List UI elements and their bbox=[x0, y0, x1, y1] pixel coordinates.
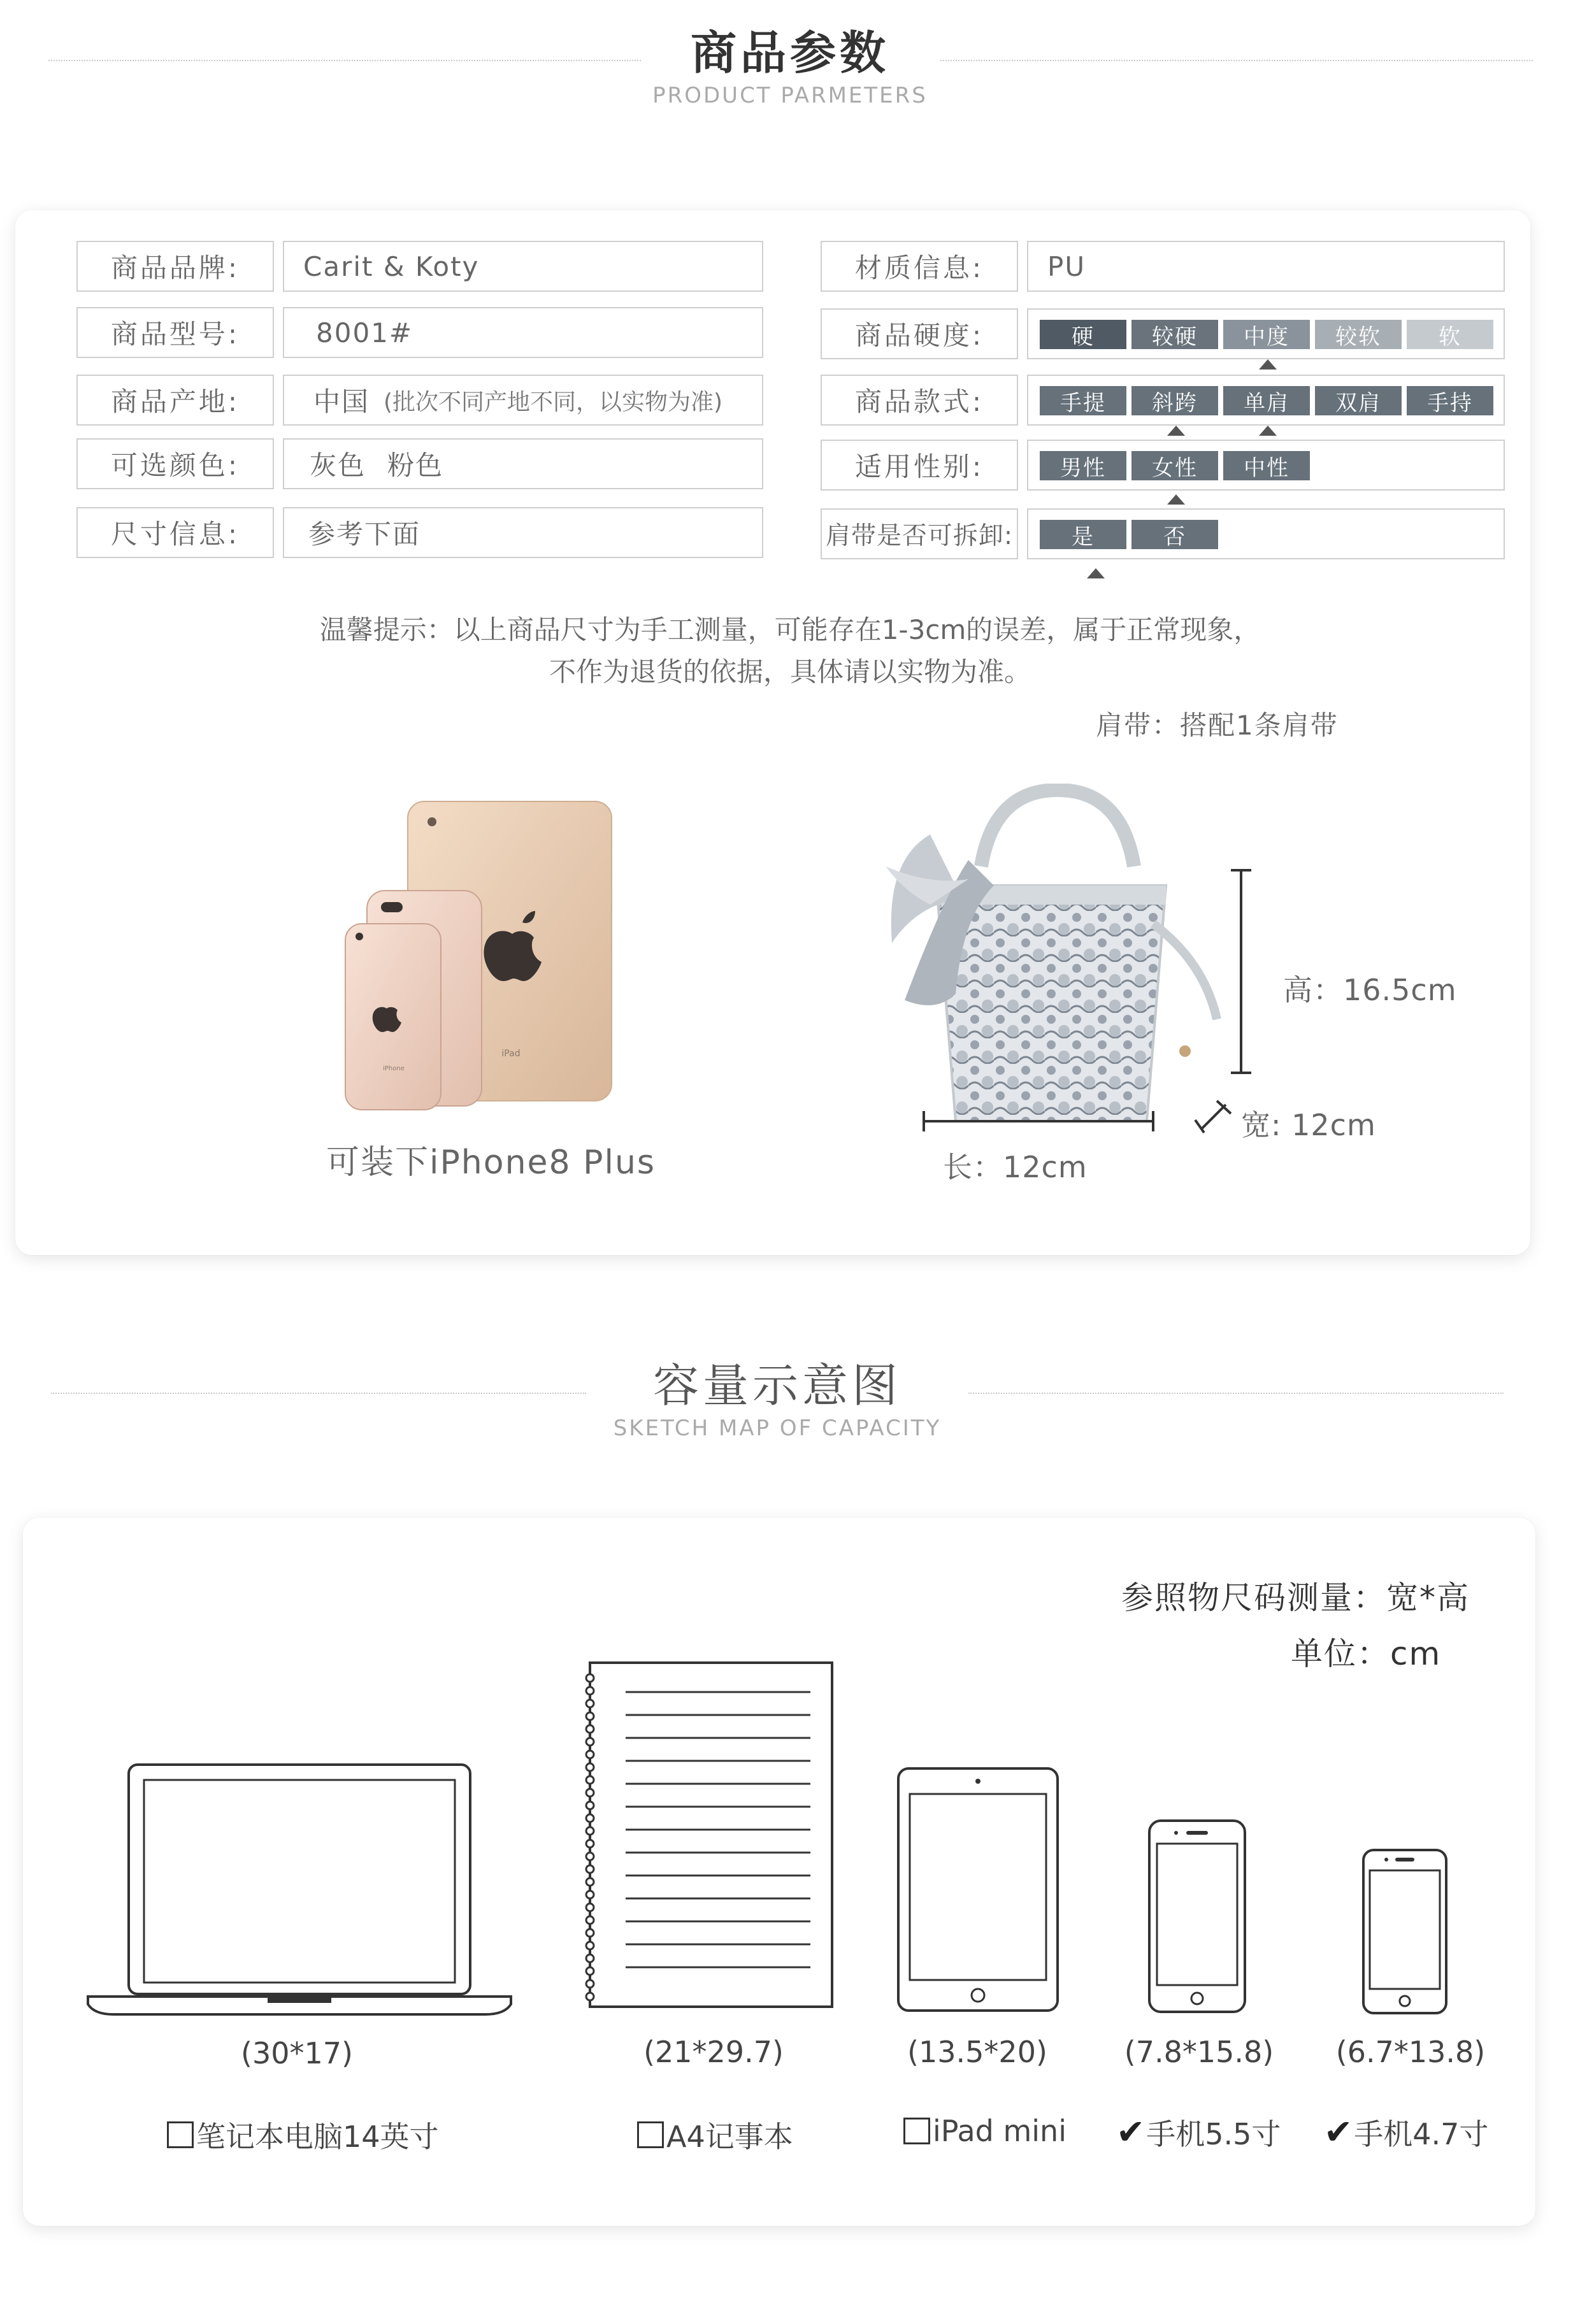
item-label: 手机4.7寸 bbox=[1354, 2117, 1489, 2151]
gender-marker bbox=[1167, 494, 1185, 505]
option-chip: 硬 bbox=[1040, 320, 1126, 349]
size-tablet: (13.5*20) bbox=[907, 2035, 1047, 2069]
param-label-style: 商品款式: bbox=[821, 375, 1018, 426]
item-laptop bbox=[167, 2114, 439, 2156]
section-title-2: 容量示意图 bbox=[652, 1359, 901, 1412]
notice bbox=[0, 609, 1580, 693]
phone-icon bbox=[1357, 1844, 1453, 2019]
style-marker-1 bbox=[1167, 426, 1185, 436]
tablet-icon bbox=[892, 1762, 1064, 2017]
origin-note: (批次不同产地不同，以实物为准) bbox=[384, 389, 723, 415]
color-option-gray: 灰色 bbox=[310, 450, 366, 481]
devices-illustration bbox=[331, 790, 650, 1121]
checkbox-empty bbox=[167, 2121, 194, 2148]
size-phone-55: (7.8*15.8) bbox=[1124, 2035, 1274, 2069]
section-subtitle-2: SKETCH MAP OF CAPACITY bbox=[613, 1416, 942, 1441]
strap-marker bbox=[1087, 568, 1105, 578]
check-icon: ✔ bbox=[1324, 2112, 1353, 2152]
size-phone-47: (6.7*13.8) bbox=[1335, 2035, 1486, 2069]
phone-icon bbox=[1143, 1814, 1251, 2018]
param-value-size: 参考下面 bbox=[283, 507, 763, 558]
param-value-brand: Carit & Koty bbox=[283, 241, 763, 292]
iphone-icon bbox=[345, 924, 441, 1110]
section-title: 商品参数 bbox=[690, 26, 889, 80]
param-label-colors: 可选颜色: bbox=[76, 438, 274, 489]
width-dimension bbox=[1195, 1101, 1231, 1133]
item-tablet bbox=[903, 2114, 1066, 2148]
laptop-icon bbox=[83, 1758, 516, 2019]
device-caption: 可装下iPhone8 Plus bbox=[326, 1144, 656, 1182]
option-chip: 否 bbox=[1131, 520, 1218, 549]
option-chip: 单肩 bbox=[1223, 386, 1310, 415]
color-option-pink: 粉色 bbox=[387, 450, 444, 481]
option-chip: 女性 bbox=[1131, 451, 1218, 480]
style-options bbox=[1040, 386, 1493, 415]
param-value-model: 8001# bbox=[283, 307, 763, 358]
param-value-colors bbox=[283, 438, 763, 489]
section-header-capacity bbox=[0, 1357, 1567, 1442]
checkbox-empty bbox=[903, 2118, 930, 2144]
origin-value: 中国 bbox=[313, 386, 370, 417]
param-label-hardness: 商品硬度: bbox=[821, 308, 1018, 359]
checkbox-empty bbox=[637, 2121, 664, 2148]
option-chip: 男性 bbox=[1040, 451, 1126, 480]
param-value-origin bbox=[283, 375, 763, 426]
strap-text: 肩带：搭配1条肩带 bbox=[1096, 710, 1339, 741]
gender-options bbox=[1040, 451, 1310, 480]
item-phone-47 bbox=[1324, 2111, 1488, 2153]
param-label-model: 商品型号: bbox=[76, 307, 274, 358]
size-notebook: (21*29.7) bbox=[643, 2035, 784, 2069]
header-rule-left bbox=[48, 60, 641, 61]
param-label-brand: 商品品牌: bbox=[76, 241, 274, 292]
size-laptop: (30*17) bbox=[241, 2036, 353, 2070]
param-label-material: 材质信息: bbox=[821, 241, 1018, 292]
item-label: iPad mini bbox=[933, 2114, 1066, 2148]
reference-line-2: 单位：cm bbox=[1291, 1635, 1442, 1672]
option-chip: 手持 bbox=[1407, 386, 1493, 415]
item-phone-55 bbox=[1116, 2111, 1281, 2153]
option-chip: 双肩 bbox=[1315, 386, 1402, 415]
height-dimension bbox=[1231, 870, 1251, 1073]
param-label-origin: 商品产地: bbox=[76, 375, 274, 426]
option-chip: 中度 bbox=[1223, 320, 1310, 349]
option-chip: 是 bbox=[1040, 520, 1126, 549]
style-marker-2 bbox=[1259, 426, 1277, 436]
bag-illustration bbox=[841, 784, 1300, 1140]
reference-line-1: 参照物尺码测量：宽*高 bbox=[1121, 1579, 1470, 1616]
hardness-marker bbox=[1259, 359, 1277, 369]
notice-line-2: 不作为退货的依据，具体请以实物为准。 bbox=[549, 656, 1031, 687]
header-rule-left-2 bbox=[51, 1393, 586, 1394]
notice-line-1: 温馨提示：以上商品尺寸为手工测量，可能存在1-3cm的误差，属于正常现象， bbox=[319, 614, 1261, 645]
check-icon: ✔ bbox=[1116, 2112, 1146, 2152]
option-chip: 较硬 bbox=[1131, 320, 1218, 349]
section-header-params bbox=[0, 24, 1580, 110]
height-label: 高：16.5cm bbox=[1283, 973, 1457, 1007]
option-chip: 手提 bbox=[1040, 386, 1126, 415]
param-value-material: PU bbox=[1027, 241, 1505, 292]
param-label-gender: 适用性别: bbox=[821, 440, 1018, 491]
strap-options bbox=[1040, 520, 1218, 549]
width-label: 宽: 12cm bbox=[1241, 1108, 1376, 1142]
hardness-scale bbox=[1040, 320, 1493, 349]
length-label: 长：12cm bbox=[943, 1150, 1088, 1184]
section-subtitle: PRODUCT PARMETERS bbox=[652, 83, 928, 108]
param-label-strap: 肩带是否可拆卸: bbox=[821, 508, 1018, 559]
header-rule-right-2 bbox=[968, 1393, 1504, 1394]
param-label-size: 尺寸信息: bbox=[76, 507, 274, 558]
item-notebook bbox=[637, 2114, 793, 2156]
item-label: 笔记本电脑14英寸 bbox=[196, 2120, 439, 2154]
option-chip: 中性 bbox=[1223, 451, 1310, 480]
item-label: A4记事本 bbox=[666, 2120, 793, 2154]
notebook-icon bbox=[573, 1659, 841, 2016]
option-chip: 较软 bbox=[1315, 320, 1402, 349]
handbag-icon bbox=[886, 790, 1217, 1121]
svg-text:iPhone: iPhone bbox=[383, 1065, 405, 1072]
item-label: 手机5.5寸 bbox=[1146, 2117, 1281, 2151]
option-chip: 斜跨 bbox=[1131, 386, 1218, 415]
svg-text:iPad: iPad bbox=[501, 1049, 521, 1059]
header-rule-right bbox=[940, 60, 1533, 61]
option-chip: 软 bbox=[1407, 320, 1493, 349]
